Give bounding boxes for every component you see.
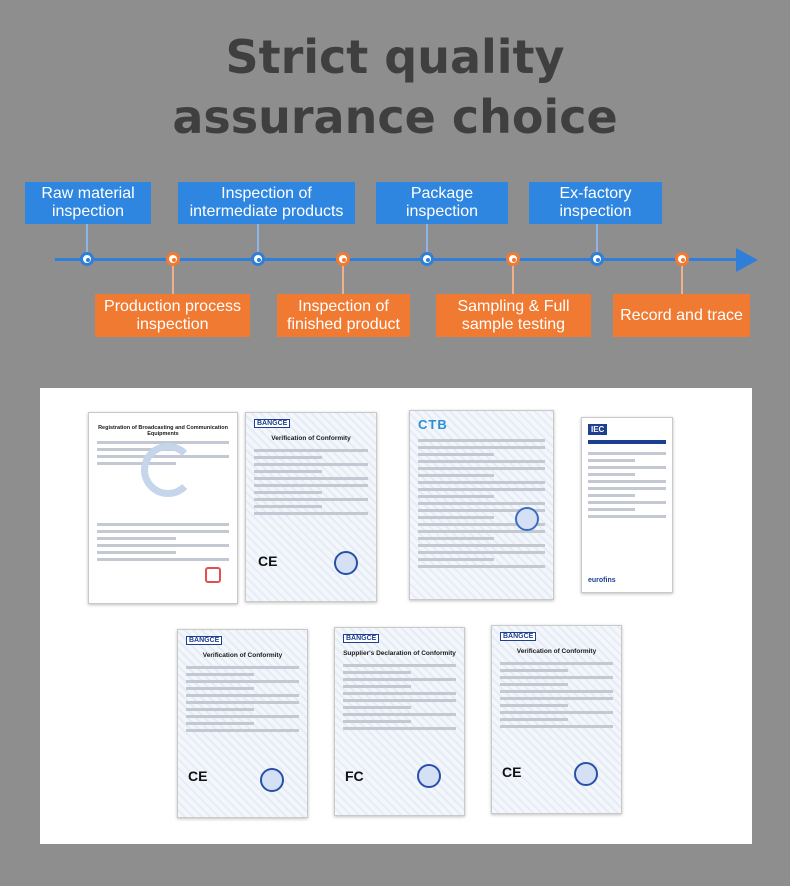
timeline-node (506, 252, 520, 266)
timeline-stem (342, 261, 344, 295)
timeline-line (55, 258, 745, 261)
page-title-line-1: Strict quality (225, 30, 565, 84)
seal-icon (574, 762, 598, 786)
certificate-ce-2 (177, 629, 308, 818)
certificate-fcc (334, 627, 465, 816)
eurofins-logo: eurofins (588, 577, 616, 584)
seal-icon (417, 764, 441, 788)
timeline-node (675, 252, 689, 266)
step-ex-factory-inspection: Ex-factory inspection (529, 182, 662, 224)
iec-logo: IEC (588, 424, 607, 435)
bangce-logo: BANGCE (500, 632, 536, 641)
ce-mark-icon: CE (188, 768, 208, 784)
step-raw-material-inspection: Raw material inspection (25, 182, 151, 224)
timeline-stem (681, 261, 683, 295)
certificate-title: Supplier's Declaration of Conformity (343, 650, 456, 657)
step-record-and-trace: Record and trace (613, 294, 750, 337)
timeline-stem (512, 261, 514, 295)
seal-icon (260, 768, 284, 792)
certificate-iec (581, 417, 673, 593)
certificate-title: Registration of Broadcasting and Communication Equipments (98, 425, 228, 437)
ctb-seal-icon (515, 507, 539, 531)
ctb-logo: CTB (418, 417, 448, 432)
certificate-title: Verification of Conformity (271, 435, 351, 442)
step-package-inspection: Package inspection (376, 182, 508, 224)
timeline-node (166, 252, 180, 266)
certificate-title: Verification of Conformity (202, 652, 283, 659)
ce-mark-icon: CE (258, 553, 278, 569)
step-finished-product-inspection: Inspection of finished product (277, 294, 410, 337)
timeline-arrow-icon (736, 248, 758, 272)
step-intermediate-inspection: Inspection of intermediate products (178, 182, 355, 224)
step-sampling-testing: Sampling & Full sample testing (436, 294, 591, 337)
certificate-kc (88, 412, 238, 604)
certificate-ce-3 (491, 625, 622, 814)
timeline-node (251, 252, 265, 266)
kc-mark-icon (141, 443, 195, 497)
bangce-logo: BANGCE (186, 636, 222, 645)
timeline-node (80, 252, 94, 266)
page-title-line-2: assurance choice (172, 90, 618, 144)
bangce-logo: BANGCE (254, 419, 290, 428)
timeline-node (420, 252, 434, 266)
stamp-icon (205, 567, 221, 583)
bangce-logo: BANGCE (343, 634, 379, 643)
certificate-ce-1 (245, 412, 377, 602)
certificate-ctb (409, 410, 554, 600)
timeline-node (336, 252, 350, 266)
ce-mark-icon: CE (502, 764, 522, 780)
certificate-title: Verification of Conformity (516, 648, 597, 655)
fcc-mark-icon: FC (345, 768, 364, 784)
step-production-process-inspection: Production process inspection (95, 294, 250, 337)
seal-icon (334, 551, 358, 575)
certificates-panel (40, 388, 752, 844)
timeline-stem (172, 261, 174, 295)
timeline-node (590, 252, 604, 266)
header-bar (588, 440, 666, 444)
